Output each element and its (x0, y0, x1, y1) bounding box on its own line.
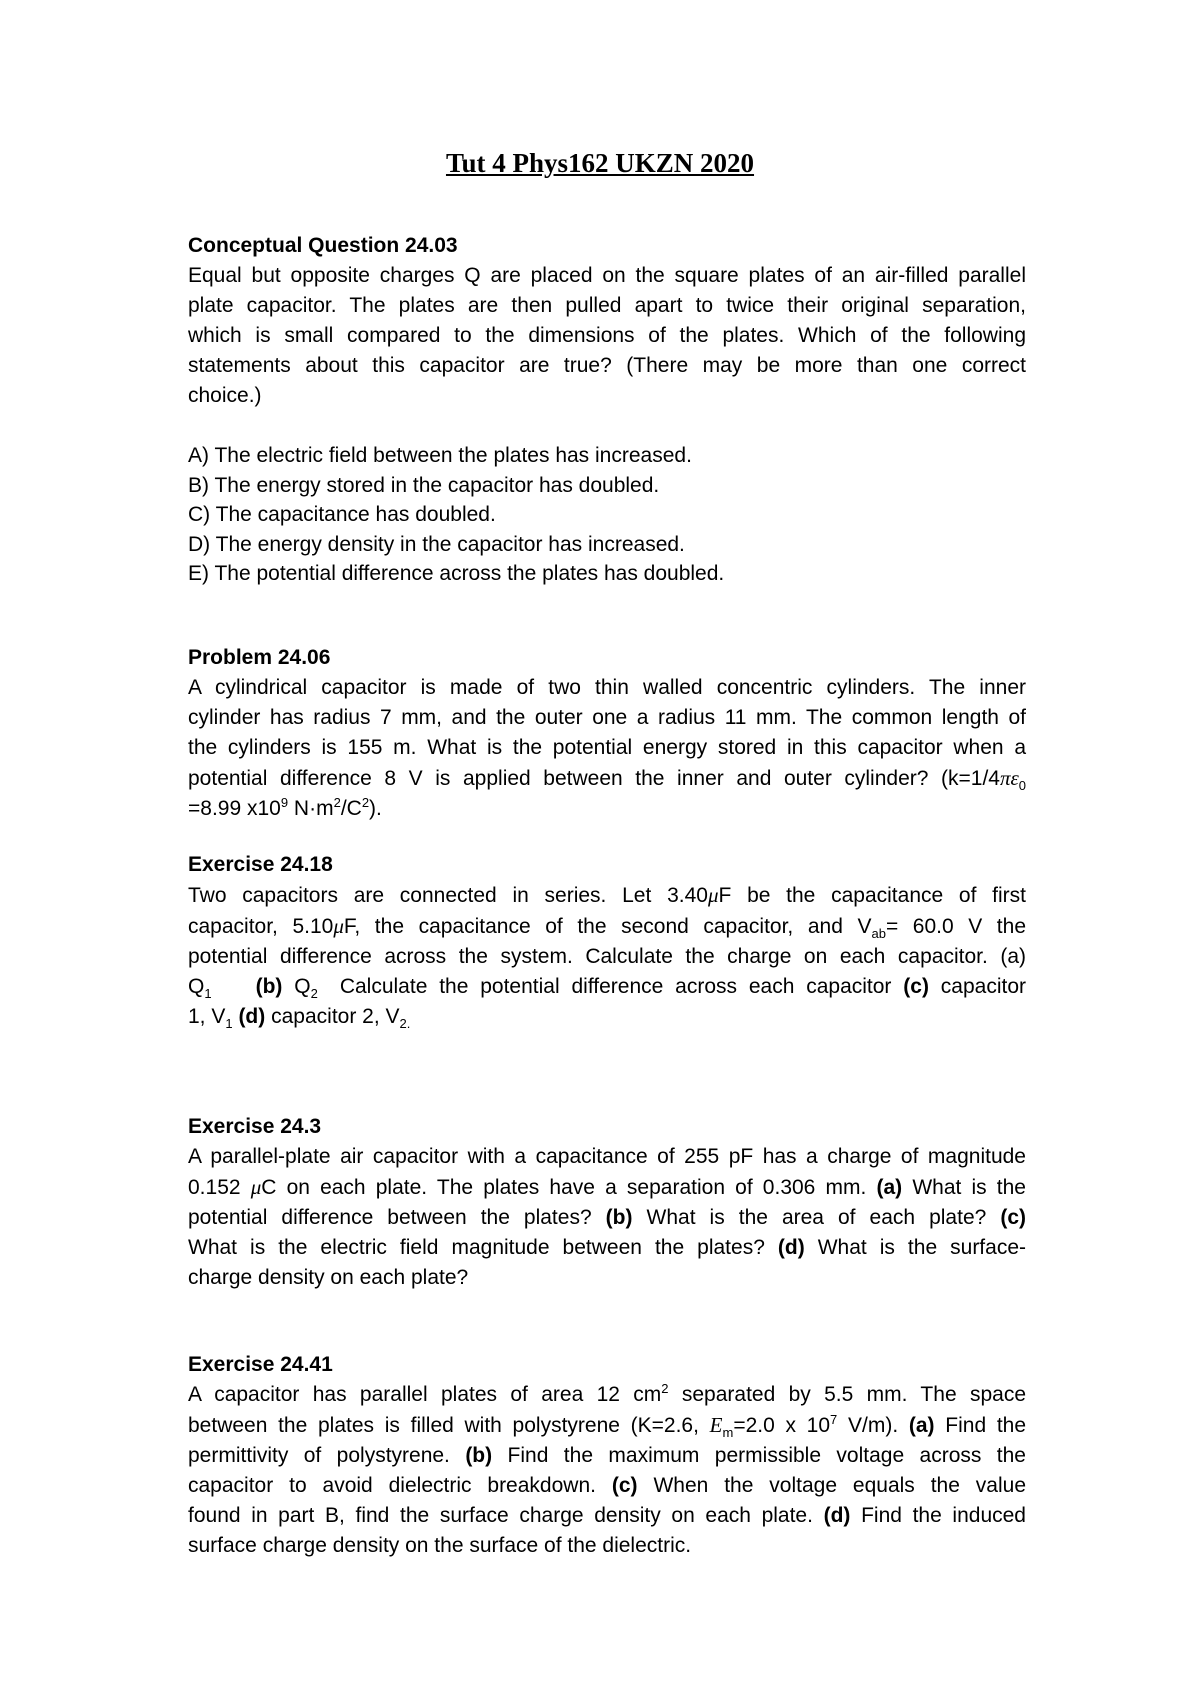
text-run: between the plates is filled with polystyrene (K=2.6, (188, 1414, 710, 1437)
text-run: C on each plate. The plates have a separation of 0.306 mm. (261, 1176, 867, 1199)
paragraph-line: A parallel-plate air capacitor with a capacitance of 255 pF has a charge of magnitude (188, 1145, 1026, 1168)
text-run: Two capacitors are connected in series. Let 3.40 (188, 884, 708, 907)
subscript: 1 (225, 1016, 233, 1032)
mu-symbol: μ (250, 1175, 262, 1199)
section-heading: Conceptual Question 24.03 (188, 234, 458, 257)
paragraph-line: choice.) (188, 384, 262, 407)
paragraph-line: cylinder has radius 7 mm, and the outer one a radius 11 mm. The common length of (188, 706, 1026, 729)
text-run: N·m (288, 797, 334, 820)
part-label: (a) (876, 1176, 903, 1199)
superscript: 2 (361, 795, 370, 810)
section-heading: Exercise 24.18 (188, 853, 333, 876)
text-run: F, the capacitance of the second capacitor, and V (343, 915, 872, 938)
part-label: (b) (255, 975, 283, 998)
paragraph-line (188, 1233, 1026, 1263)
part-label: (a) (908, 1414, 935, 1437)
text-run: separated by 5.5 mm. The space (668, 1383, 1026, 1406)
paragraph-line: plate capacitor. The plates are then pulled apart to twice their original separation, (188, 294, 1026, 317)
text-run: Find the induced (861, 1504, 1026, 1527)
text-run: Find the maximum permissible voltage across the (507, 1444, 1026, 1467)
text-run: = 60.0 V the (885, 915, 1027, 938)
paragraph-line (188, 1203, 1026, 1233)
conceptual-question-section (188, 231, 1026, 589)
subscript: 1 (204, 986, 212, 1002)
document-title: Tut 4 Phys162 UKZN 2020 (445, 148, 755, 178)
problem-24-06-section (188, 643, 1026, 824)
subscript: 2 (310, 986, 318, 1002)
e-symbol: E (709, 1413, 723, 1437)
text-run: What is the (912, 1176, 1026, 1199)
paragraph-line: Equal but opposite charges Q are placed on the square plates of an air-filled parallel (188, 264, 1026, 287)
paragraph-line (188, 972, 1026, 1002)
subscript: ab (871, 926, 886, 942)
paragraph-line (188, 1380, 1026, 1410)
text-run: What is the electric field magnitude between the plates? (188, 1236, 765, 1259)
paragraph-line: A cylindrical capacitor is made of two thin walled concentric cylinders. The inner (188, 676, 1026, 699)
paragraph-line (188, 1471, 1026, 1501)
answer-choice: E) The potential difference across the plates has doubled. (188, 562, 725, 585)
text-run: A capacitor has parallel plates of area 12 cm (188, 1383, 662, 1406)
section-heading: Exercise 24.3 (188, 1115, 322, 1138)
answer-choice: B) The energy stored in the capacitor has doubled. (188, 473, 660, 497)
part-label: (d) (238, 1005, 266, 1028)
paragraph-line: statements about this capacitor are true? (There may be more than one correct (188, 354, 1026, 377)
text-run: 1, V (188, 1005, 226, 1028)
superscript: 7 (830, 1412, 838, 1427)
exercise-24-3-section (188, 1112, 1026, 1293)
subscript: 2. (399, 1016, 411, 1032)
text-run: Q (294, 975, 311, 998)
text-run: capacitor to avoid dielectric breakdown. (188, 1474, 596, 1497)
text-run: =2.0 x 10 (733, 1414, 831, 1437)
text-run: What is the area of each plate? (646, 1206, 987, 1229)
answer-choice: C) The capacitance has doubled. (188, 503, 496, 526)
superscript: 2 (333, 795, 341, 810)
answer-choice: D) The energy density in the capacitor has increased. (188, 532, 685, 556)
paragraph-line (188, 911, 1026, 942)
answer-choices (188, 441, 1026, 589)
text-run: capacitor, 5.10 (188, 915, 334, 938)
text-run: =8.99 x10 (188, 797, 281, 820)
subscript: 0 (1018, 778, 1026, 794)
text-run: potential difference 8 V is applied between the inner and outer cylinder? (k=1/4 (188, 767, 1000, 790)
text-run: F be the capacitance of first (718, 884, 1027, 907)
part-label: (d) (777, 1236, 805, 1259)
paragraph-line: which is small compared to the dimensions of the plates. Which of the following (188, 324, 1026, 347)
exercise-24-41-section (188, 1350, 1026, 1561)
mu-symbol: μ (333, 914, 344, 938)
paragraph-line: potential difference across the system. Calculate the charge on each capacitor. (a) (188, 945, 1026, 968)
paragraph-line: surface charge density on the surface of the dielectric. (188, 1534, 692, 1557)
part-label: (c) (1000, 1206, 1026, 1229)
superscript: 9 (280, 795, 289, 810)
text-run: What is the surface- (817, 1236, 1026, 1259)
part-label: (c) (611, 1474, 638, 1497)
part-label: (d) (823, 1504, 851, 1527)
section-heading: Exercise 24.41 (188, 1353, 333, 1376)
section-heading: Problem 24.06 (188, 646, 331, 669)
text-run: 0.152 (188, 1176, 251, 1199)
part-label: (c) (903, 975, 929, 998)
text-run: Calculate the potential difference across each capacitor (339, 975, 892, 998)
text-run: When the voltage equals the value (653, 1474, 1026, 1497)
text-run: Q (188, 975, 205, 998)
paragraph-line (188, 880, 1026, 911)
part-label: (b) (605, 1206, 633, 1229)
paragraph-line (188, 1410, 1026, 1441)
paragraph-line: charge density on each plate? (188, 1266, 469, 1289)
text-run: capacitor (940, 975, 1026, 998)
paragraph-line (188, 1501, 1026, 1531)
paragraph-line (188, 1172, 1026, 1203)
paragraph-line (188, 763, 1026, 794)
paragraph-line (188, 1002, 1026, 1032)
paragraph-line: the cylinders is 155 m. What is the potential energy stored in this capacitor when a (188, 736, 1026, 759)
superscript: 2 (661, 1381, 669, 1396)
exercise-24-18-section (188, 850, 1026, 1032)
text-run: V/m). (837, 1414, 899, 1437)
pi-epsilon-symbol: πε (999, 766, 1019, 790)
text-run: potential difference between the plates? (188, 1206, 592, 1229)
text-run: /C (340, 797, 362, 820)
text-run: capacitor 2, V (271, 1005, 400, 1028)
mu-symbol: μ (707, 883, 719, 907)
text-run: ). (369, 797, 382, 820)
part-label: (b) (465, 1444, 493, 1467)
subscript: m (722, 1425, 734, 1441)
paragraph-line (188, 794, 1026, 824)
text-run: Find the (945, 1414, 1027, 1437)
text-run: permittivity of polystyrene. (188, 1444, 450, 1467)
text-run: found in part B, find the surface charge density on each plate. (188, 1504, 813, 1527)
answer-choice: A) The electric field between the plates has increased. (188, 444, 692, 467)
paragraph-line (188, 1441, 1026, 1471)
